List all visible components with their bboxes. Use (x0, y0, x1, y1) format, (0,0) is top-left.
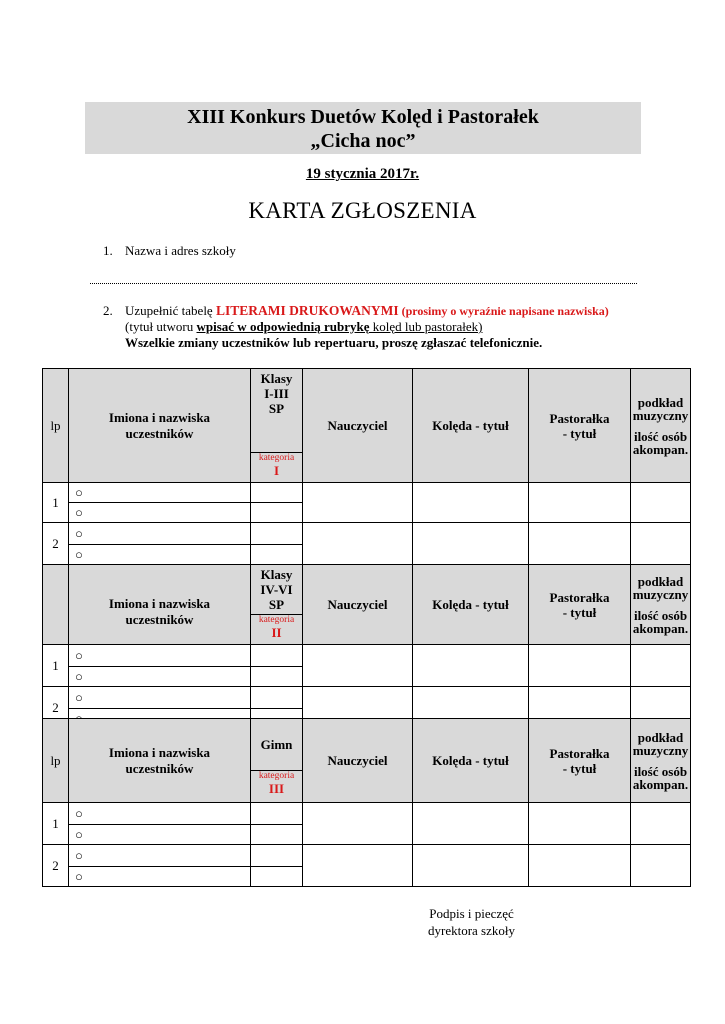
header-lp: lp (43, 719, 69, 803)
table-row (43, 687, 691, 709)
row-number: 2 (43, 523, 69, 565)
row-number: 2 (43, 687, 69, 729)
participant-name-field[interactable]: ○ (69, 867, 251, 887)
header-names: Imiona i nazwiska uczestników (69, 369, 251, 483)
school-address-line[interactable] (90, 283, 637, 284)
header-accompaniment: podkład muzyczny ilość osób akompan. (631, 369, 691, 483)
accompaniment-field[interactable] (631, 483, 691, 523)
row-number: 1 (43, 483, 69, 523)
category-cell[interactable] (251, 803, 303, 825)
signature-line-2: dyrektora szkoły (428, 923, 516, 938)
participant-name-field[interactable]: ○ (69, 667, 251, 687)
category-cell[interactable] (251, 667, 303, 687)
table-row (43, 483, 691, 503)
instruction-2-line2-bold: wpisać w odpowiednią rubrykę (196, 319, 370, 334)
participant-name-field[interactable]: ○ (69, 645, 251, 667)
header-lp: lp (43, 369, 69, 483)
header-teacher: Nauczyciel (303, 369, 413, 483)
participant-name-field[interactable]: ○ (69, 803, 251, 825)
table-row (43, 803, 691, 825)
table-header-cat-3 (43, 719, 691, 771)
header-carol: Kolęda - tytuł (413, 369, 529, 483)
carol-field[interactable] (413, 523, 529, 565)
participant-name-field[interactable]: ○ (69, 545, 251, 565)
header-accompaniment: podkład muzyczny ilość osób akompan. (631, 565, 691, 645)
instruction-2-note: (prosimy o wyraźnie napisane nazwiska) (398, 304, 609, 318)
header-accompaniment: podkład muzyczny ilość osób akompan. (631, 719, 691, 803)
header-names: Imiona i nazwiska uczestników (69, 565, 251, 645)
header-class-cat-3: Gimn (251, 719, 303, 771)
header-category-cat-1: kategoria I (251, 453, 303, 483)
category-cell[interactable] (251, 645, 303, 667)
pastoral-field[interactable] (529, 803, 631, 845)
pastoral-field[interactable] (529, 645, 631, 687)
header-class-cat-1: Klasy I-III SP (251, 369, 303, 453)
category-cell[interactable] (251, 687, 303, 709)
participant-name-field[interactable]: ○ (69, 483, 251, 503)
header-names: Imiona i nazwiska uczestników (69, 719, 251, 803)
instruction-2-number: 2. (103, 303, 113, 318)
instruction-2 (103, 303, 609, 351)
instruction-2-line2b: kolęd lub pastorałek) (369, 319, 483, 334)
instruction-2-text: Uzupełnić tabelę (125, 303, 216, 318)
participant-name-field[interactable]: ○ (69, 845, 251, 867)
carol-field[interactable] (413, 645, 529, 687)
instruction-1-number: 1. (103, 243, 113, 258)
table-row (43, 845, 691, 867)
teacher-field[interactable] (303, 845, 413, 887)
header-carol: Kolęda - tytuł (413, 565, 529, 645)
header-teacher: Nauczyciel (303, 565, 413, 645)
row-number: 1 (43, 645, 69, 687)
table-header-cat-1 (43, 369, 691, 453)
table-header-cat-2 (43, 565, 691, 615)
header-class-cat-2: Klasy IV-VI SP (251, 565, 303, 615)
teacher-field[interactable] (303, 523, 413, 565)
entry-table-2 (42, 718, 691, 887)
category-cell[interactable] (251, 523, 303, 545)
instruction-2-line3: Wszelkie zmiany uczestników lub repertuaru, proszę zgłaszać telefonicznie. (125, 335, 543, 350)
category-cell[interactable] (251, 483, 303, 503)
accompaniment-field[interactable] (631, 845, 691, 887)
pastoral-field[interactable] (529, 523, 631, 565)
category-cell[interactable] (251, 545, 303, 565)
instruction-1 (103, 243, 236, 259)
category-cell[interactable] (251, 825, 303, 845)
header-carol: Kolęda - tytuł (413, 719, 529, 803)
carol-field[interactable] (413, 845, 529, 887)
form-title: KARTA ZGŁOSZENIA (248, 198, 477, 223)
signature-line-1: Podpis i pieczęć (429, 906, 514, 921)
teacher-field[interactable] (303, 645, 413, 687)
accompaniment-field[interactable] (631, 523, 691, 565)
header-category-cat-3: kategoria III (251, 771, 303, 803)
carol-field[interactable] (413, 483, 529, 523)
contest-title: XIII Konkurs Duetów Kolęd i Pastorałek (187, 106, 539, 128)
title-box (85, 102, 641, 154)
participant-name-field[interactable]: ○ (69, 523, 251, 545)
participant-name-field[interactable]: ○ (69, 503, 251, 523)
header-category-cat-2: kategoria II (251, 615, 303, 645)
instruction-2-line2a: (tytuł utworu (125, 319, 197, 334)
accompaniment-field[interactable] (631, 803, 691, 845)
teacher-field[interactable] (303, 803, 413, 845)
header-pastoral: Pastorałka - tytuł (529, 719, 631, 803)
signature-block (428, 905, 515, 939)
header-pastoral: Pastorałka - tytuł (529, 369, 631, 483)
contest-date: 19 stycznia 2017r. (305, 166, 420, 182)
category-cell[interactable] (251, 845, 303, 867)
table-row (43, 645, 691, 667)
category-cell[interactable] (251, 503, 303, 523)
instruction-2-caps: LITERAMI DRUKOWANYMI (215, 303, 399, 318)
accompaniment-field[interactable] (631, 645, 691, 687)
header-pastoral: Pastorałka - tytuł (529, 565, 631, 645)
pastoral-field[interactable] (529, 845, 631, 887)
instruction-1-text: Nazwa i adres szkoły (125, 243, 236, 258)
pastoral-field[interactable] (529, 483, 631, 523)
contest-subtitle: „Cicha noc” (310, 130, 416, 152)
row-number: 2 (43, 845, 69, 887)
category-cell[interactable] (251, 867, 303, 887)
teacher-field[interactable] (303, 483, 413, 523)
carol-field[interactable] (413, 803, 529, 845)
table-row (43, 523, 691, 545)
entry-table-1 (42, 368, 691, 729)
header-teacher: Nauczyciel (303, 719, 413, 803)
participant-name-field[interactable]: ○ (69, 687, 251, 709)
row-number: 1 (43, 803, 69, 845)
participant-name-field[interactable]: ○ (69, 825, 251, 845)
